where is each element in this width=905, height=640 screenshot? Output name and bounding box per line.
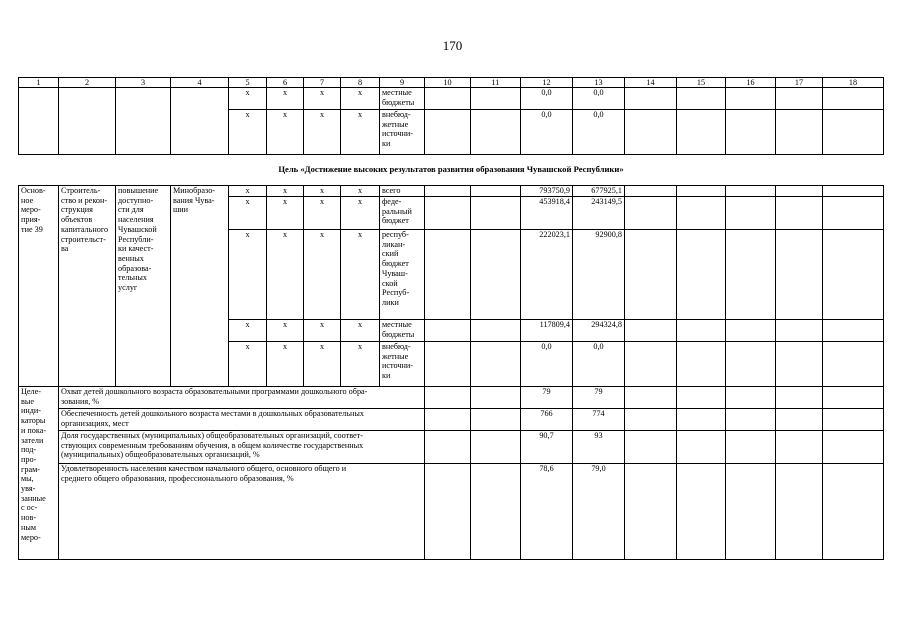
indicator-text: Удовлетворенность населения качеством начального общего, основного общего и среднего общего образования, профессионального образования, % — [59, 464, 425, 560]
empty-cell — [625, 88, 677, 110]
value-col12: 79 — [521, 387, 573, 409]
empty-cell — [726, 387, 776, 409]
empty-cell — [425, 431, 471, 464]
header-cell: 5 — [229, 78, 267, 88]
empty-cell — [776, 88, 823, 110]
header-cell: 18 — [823, 78, 884, 88]
empty-cell — [726, 409, 776, 431]
cell-x: x — [229, 230, 267, 320]
value-col12: 117809,4 — [521, 320, 573, 342]
value-col13: 93 — [573, 431, 625, 464]
value-col13: 92900,8 — [573, 230, 625, 320]
funding-source: респуб- ликан- ский бюджет Чуваш- ской Респуб- лики — [380, 230, 425, 320]
empty-cell — [823, 464, 884, 560]
cell-x: x — [341, 110, 380, 155]
empty-cell — [625, 342, 677, 387]
budget-table — [18, 77, 884, 560]
empty-cell — [726, 186, 776, 197]
empty-cell — [677, 342, 726, 387]
funding-source: внебюд- жетные источни- ки — [380, 110, 425, 155]
empty-cell — [726, 464, 776, 560]
value-col12: 0,0 — [521, 110, 573, 155]
cell-x: x — [304, 320, 341, 342]
empty-cell — [677, 186, 726, 197]
empty-cell — [625, 409, 677, 431]
value-col13: 79,0 — [573, 464, 625, 560]
empty-cell — [776, 197, 823, 230]
funding-source: местные бюджеты — [380, 88, 425, 110]
empty-cell — [425, 464, 471, 560]
header-cell: 14 — [625, 78, 677, 88]
cell-x: x — [229, 320, 267, 342]
empty-cell — [823, 88, 884, 110]
value-col13: 294324,8 — [573, 320, 625, 342]
header-cell: 13 — [573, 78, 625, 88]
cell-x: x — [304, 110, 341, 155]
empty-cell — [677, 464, 726, 560]
funding-source: всего — [380, 186, 425, 197]
empty-cell — [425, 186, 471, 197]
header-cell: 4 — [171, 78, 229, 88]
empty-cell — [823, 186, 884, 197]
goal-title: Цель «Достижение высоких результатов развития образования Чувашской Республики» — [19, 155, 884, 186]
cell-x: x — [341, 342, 380, 387]
cell-x: x — [341, 320, 380, 342]
empty-cell — [625, 320, 677, 342]
empty-cell — [625, 197, 677, 230]
cell-x: x — [341, 197, 380, 230]
empty-cell — [726, 230, 776, 320]
cell-x: x — [229, 197, 267, 230]
empty-cell — [471, 464, 521, 560]
header-cell: 8 — [341, 78, 380, 88]
empty-cell — [471, 342, 521, 387]
empty-cell — [625, 387, 677, 409]
empty-cell — [116, 88, 171, 155]
empty-cell — [776, 409, 823, 431]
header-cell: 10 — [425, 78, 471, 88]
value-col12: 766 — [521, 409, 573, 431]
empty-cell — [823, 409, 884, 431]
column-number-header — [19, 78, 884, 88]
empty-cell — [823, 431, 884, 464]
value-col13: 243149,5 — [573, 197, 625, 230]
empty-cell — [677, 88, 726, 110]
cell-x: x — [267, 88, 304, 110]
funding-source: внебюд- жетные источни- ки — [380, 342, 425, 387]
empty-cell — [823, 110, 884, 155]
empty-cell — [823, 342, 884, 387]
empty-cell — [823, 197, 884, 230]
empty-cell — [425, 409, 471, 431]
value-col12: 222023,1 — [521, 230, 573, 320]
empty-cell — [471, 186, 521, 197]
value-col13: 0,0 — [573, 110, 625, 155]
indicator-row — [19, 409, 884, 431]
empty-cell — [776, 342, 823, 387]
empty-cell — [776, 230, 823, 320]
indicator-row — [19, 387, 884, 409]
value-col12: 453918,4 — [521, 197, 573, 230]
empty-cell — [726, 342, 776, 387]
value-col13: 774 — [573, 409, 625, 431]
empty-cell — [625, 186, 677, 197]
measure-executor: Минобразо- вания Чува- шии — [171, 186, 229, 387]
cell-x: x — [304, 230, 341, 320]
empty-cell — [471, 230, 521, 320]
empty-cell — [776, 431, 823, 464]
empty-cell — [471, 409, 521, 431]
empty-cell — [19, 88, 59, 155]
indicator-row — [19, 464, 884, 560]
empty-cell — [171, 88, 229, 155]
header-cell: 1 — [19, 78, 59, 88]
empty-cell — [776, 464, 823, 560]
empty-cell — [823, 320, 884, 342]
header-cell: 2 — [59, 78, 116, 88]
indicator-text: Доля государственных (муниципальных) общеобразовательных организаций, соответ- ствующих современным требованиям обучения, в общем количестве государственных (муниципальных) общеобразовательных организаций, % — [59, 431, 425, 464]
cell-x: x — [229, 342, 267, 387]
header-cell: 11 — [471, 78, 521, 88]
indicator-text: Обеспеченность детей дошкольного возраста местами в дошкольных образовательных организациях, мест — [59, 409, 425, 431]
header-cell: 3 — [116, 78, 171, 88]
empty-cell — [677, 431, 726, 464]
cell-x: x — [341, 230, 380, 320]
cell-x: x — [267, 197, 304, 230]
empty-cell — [425, 230, 471, 320]
empty-cell — [823, 230, 884, 320]
value-col12: 78,6 — [521, 464, 573, 560]
table-row — [19, 88, 884, 110]
empty-cell — [425, 88, 471, 110]
empty-cell — [625, 230, 677, 320]
table-row — [19, 186, 884, 197]
indicator-text: Охват детей дошкольного возраста образовательными программами дошкольного обра- зования, % — [59, 387, 425, 409]
cell-x: x — [229, 88, 267, 110]
measure-purpose: повышение доступно- сти для населения Чувашской Республи- ки качест- венных образова- тельных услуг — [116, 186, 171, 387]
empty-cell — [425, 387, 471, 409]
indicators-label: Целе- вые инди- каторы и пока- затели под- про- грам- мы, увя- занные с ос- нов- ным меро- — [19, 387, 59, 560]
empty-cell — [677, 197, 726, 230]
indicator-row — [19, 431, 884, 464]
empty-cell — [776, 320, 823, 342]
empty-cell — [776, 110, 823, 155]
empty-cell — [776, 387, 823, 409]
cell-x: x — [304, 342, 341, 387]
funding-source: местные бюджеты — [380, 320, 425, 342]
empty-cell — [677, 387, 726, 409]
header-cell: 7 — [304, 78, 341, 88]
empty-cell — [823, 387, 884, 409]
value-col12: 90,7 — [521, 431, 573, 464]
cell-x: x — [267, 186, 304, 197]
value-col13: 0,0 — [573, 88, 625, 110]
empty-cell — [726, 110, 776, 155]
empty-cell — [726, 88, 776, 110]
value-col12: 0,0 — [521, 88, 573, 110]
cell-x: x — [304, 197, 341, 230]
header-cell: 16 — [726, 78, 776, 88]
value-col13: 677925,1 — [573, 186, 625, 197]
empty-cell — [726, 320, 776, 342]
empty-cell — [677, 409, 726, 431]
empty-cell — [59, 88, 116, 155]
empty-cell — [471, 431, 521, 464]
funding-source: феде- ральный бюджет — [380, 197, 425, 230]
cell-x: x — [267, 342, 304, 387]
measure-label: Основ- ное меро- прия- тие 39 — [19, 186, 59, 387]
empty-cell — [726, 197, 776, 230]
empty-cell — [677, 320, 726, 342]
header-cell: 6 — [267, 78, 304, 88]
empty-cell — [471, 320, 521, 342]
empty-cell — [625, 110, 677, 155]
cell-x: x — [229, 110, 267, 155]
empty-cell — [471, 110, 521, 155]
empty-cell — [625, 431, 677, 464]
empty-cell — [677, 110, 726, 155]
header-cell: 15 — [677, 78, 726, 88]
document-table-wrapper — [18, 77, 883, 560]
value-col13: 0,0 — [573, 342, 625, 387]
measure-name: Строитель- ство и рекон- струкция объектов капитального строительст- ва — [59, 186, 116, 387]
empty-cell — [471, 197, 521, 230]
value-col13: 79 — [573, 387, 625, 409]
empty-cell — [425, 110, 471, 155]
header-cell: 9 — [380, 78, 425, 88]
cell-x: x — [341, 88, 380, 110]
header-cell: 12 — [521, 78, 573, 88]
empty-cell — [471, 88, 521, 110]
cell-x: x — [267, 230, 304, 320]
goal-row — [19, 155, 884, 186]
cell-x: x — [267, 320, 304, 342]
page-number: 170 — [442, 38, 463, 53]
empty-cell — [425, 320, 471, 342]
cell-x: x — [304, 88, 341, 110]
empty-cell — [425, 197, 471, 230]
empty-cell — [776, 186, 823, 197]
cell-x: x — [229, 186, 267, 197]
cell-x: x — [341, 186, 380, 197]
empty-cell — [471, 387, 521, 409]
cell-x: x — [267, 110, 304, 155]
empty-cell — [425, 342, 471, 387]
value-col12: 0,0 — [521, 342, 573, 387]
empty-cell — [726, 431, 776, 464]
empty-cell — [625, 464, 677, 560]
empty-cell — [677, 230, 726, 320]
cell-x: x — [304, 186, 341, 197]
header-cell: 17 — [776, 78, 823, 88]
value-col12: 793750,9 — [521, 186, 573, 197]
